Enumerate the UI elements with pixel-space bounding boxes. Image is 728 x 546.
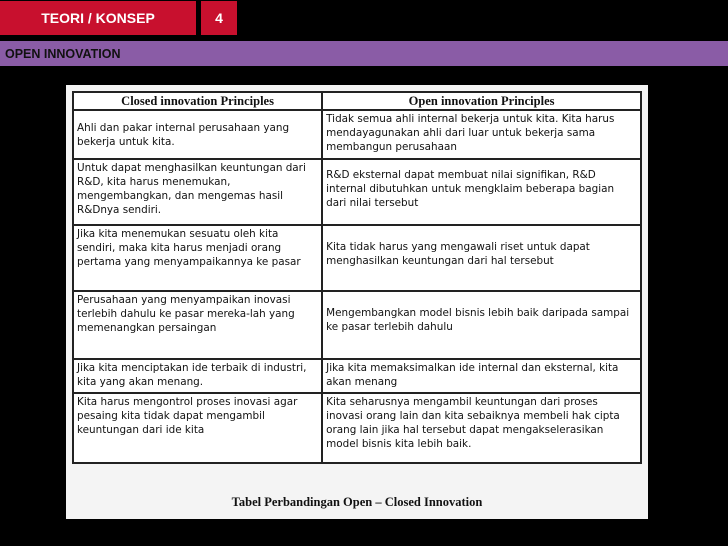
table-row [73,393,641,463]
open-principle-cell: Jika kita memaksimalkan ide internal dan eksternal, kita akan menang [322,359,641,393]
header-closed-principles: Closed innovation Principles [73,92,322,110]
table-row [73,359,641,393]
open-principle-cell: Kita seharusnya mengambil keuntungan dari proses inovasi orang lain dan kita sebaiknya membeli hak cipta orang lain jika hal tersebut dapat mengakselerasikan model bisnis kita lebih baik. [322,393,641,463]
table-row [73,110,641,159]
table-row [73,225,641,291]
top-bar [0,0,728,38]
closed-principle-cell: Jika kita menciptakan ide terbaik di industri, kita yang akan menang. [73,359,322,393]
comparison-table [72,91,642,464]
section-title-bar [0,41,728,66]
header-open-principles: Open innovation Principles [322,92,641,110]
table-row [73,159,641,225]
closed-principle-cell: Jika kita menemukan sesuatu oleh kita sendiri, maka kita harus menjadi orang pertama yang menyampaikannya ke pasar [73,225,322,291]
closed-principle-cell: Untuk dapat menghasilkan keuntungan dari R&D, kita harus menemukan, mengembangkan, dan mengemas hasil R&Dnya sendiri. [73,159,322,225]
open-principle-cell: Tidak semua ahli internal bekerja untuk kita. Kita harus mendayagunakan ahli dari luar untuk bekerja sama membangun perusahaan [322,110,641,159]
section-title: OPEN INNOVATION [5,46,121,61]
slide-number-badge: 4 [201,1,237,35]
closed-principle-cell: Perusahaan yang menyampaikan inovasi terlebih dahulu ke pasar mereka-lah yang memenangkan persaingan [73,291,322,359]
open-principle-cell: Mengembangkan model bisnis lebih baik daripada sampai ke pasar terlebih dahulu [322,291,641,359]
open-principle-cell: R&D eksternal dapat membuat nilai signifikan, R&D internal dibutuhkan untuk mengklaim beberapa bagian dari nilai tersebut [322,159,641,225]
open-principle-cell: Kita tidak harus yang mengawali riset untuk dapat menghasilkan keuntungan dari hal tersebut [322,225,641,291]
table-row [73,291,641,359]
closed-principle-cell: Kita harus mengontrol proses inovasi agar pesaing kita tidak dapat mengambil keuntungan dari ide kita [73,393,322,463]
closed-principle-cell: Ahli dan pakar internal perusahaan yang bekerja untuk kita. [73,110,322,159]
comparison-table-image [66,85,648,519]
table-header-row [73,92,641,110]
table-caption: Tabel Perbandingan Open – Closed Innovation [231,495,483,509]
slide-category-tab: TEORI / KONSEP [0,1,196,35]
